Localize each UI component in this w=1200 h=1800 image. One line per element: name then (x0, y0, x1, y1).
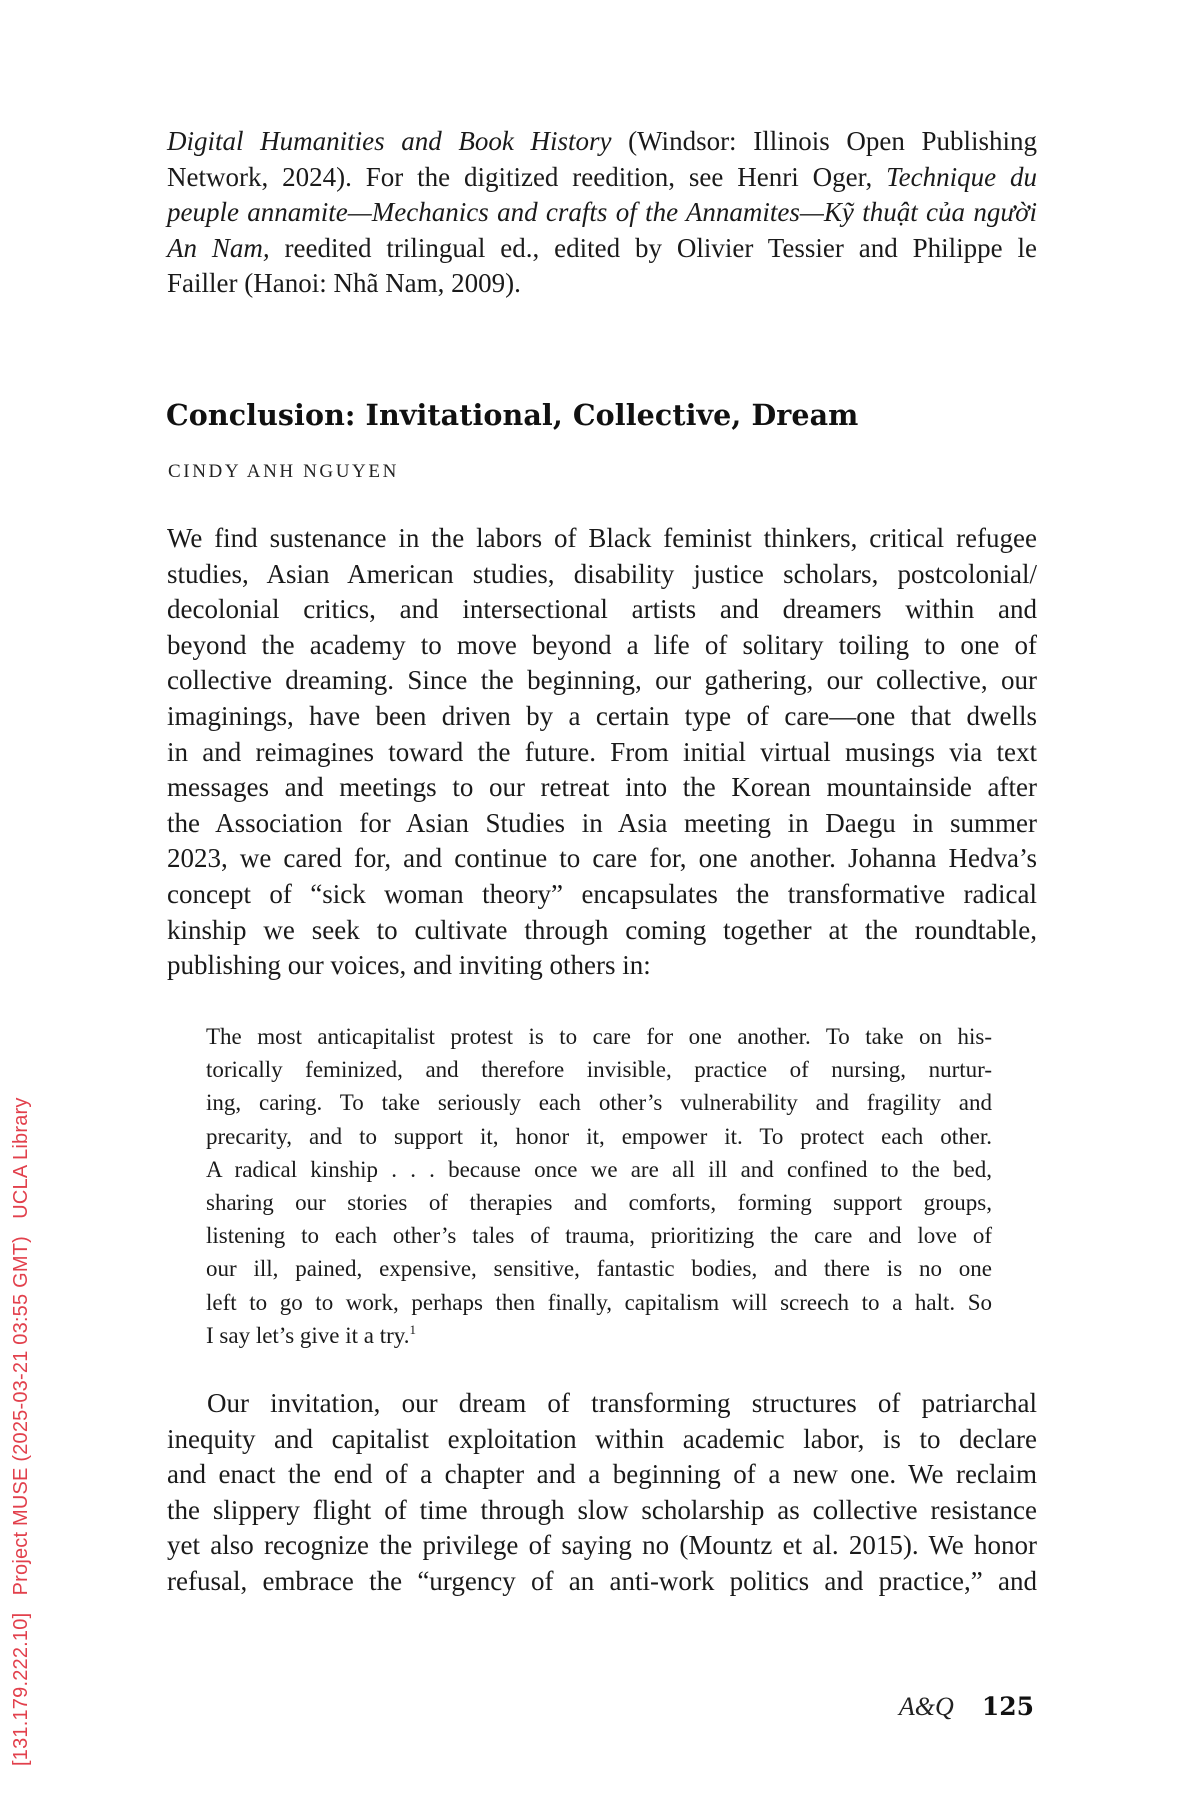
quote-line: listening to each other’s tales of trauma, prioritizing the care and love of (206, 1223, 992, 1249)
quote-line: left to go to work, perhaps then finally, capitalism will screech to a halt. So (206, 1289, 992, 1315)
paragraph-line: messages and meetings to our retreat into the Korean mountainside after (167, 772, 1037, 803)
quote-line: ing, caring. To take seriously each other’s vulnerability and fragility and (206, 1090, 992, 1116)
quote-line: The most anticapitalist protest is to care for one another. To take on his- (206, 1024, 992, 1049)
footnote-reference[interactable]: 1 (409, 1321, 417, 1337)
footnote-line (167, 195, 1037, 231)
paragraph-line: concept of “sick woman theory” encapsulates the transformative radical (167, 878, 1037, 909)
paragraph-line: We find sustenance in the labors of Black feminist thinkers, critical refugee (167, 523, 1037, 553)
quote-line: I say let’s give it a try.$^1$ (206, 1321, 417, 1348)
access-watermark: [131.179.222.10] Project MUSE (2025-03-21 03:55 GMT) UCLA Library (10, 1097, 32, 1766)
footnote-line: An Nam, reedited trilingual ed., edited by Olivier Tessier and Philippe le (167, 232, 1038, 263)
paragraph-line: 2023, we cared for, and continue to care for, one another. Johanna Hedva’s (167, 843, 1037, 874)
paragraph-line: collective dreaming. Since the beginning, our gathering, our collective, our (167, 665, 1037, 696)
journal-abbreviation: A&Q (898, 1692, 954, 1721)
section-heading: Conclusion: Invitational, Collective, Dream (166, 398, 859, 432)
quote-line: our ill, pained, expensive, sensitive, fantastic bodies, and there is no one (206, 1256, 992, 1282)
quote-line: sharing our stories of therapies and comforts, forming support groups, (206, 1189, 992, 1215)
body-paragraph (167, 1386, 1037, 1600)
footnote-line: Failler (Hanoi: Nhã Nam, 2009). (167, 268, 521, 299)
footnote-title: An Nam, (167, 232, 270, 263)
body-paragraph (167, 521, 1037, 984)
paragraph-line: refusal, embrace the “urgency of an anti-work politics and practice,” and (167, 1565, 1037, 1596)
footnote-line: Network, 2024). For the digitized reedition, see Henri Oger, Technique du (167, 161, 1037, 192)
footnote-title: peuple annamite—Mechanics and crafts of the Annamites—Kỹ thuật của người (167, 197, 1037, 228)
paragraph-line: yet also recognize the privilege of saying no (Mountz et al. 2015). We honor (167, 1530, 1037, 1561)
paragraph-line: kinship we seek to cultivate through coming together at the roundtable, (167, 914, 1037, 945)
footnote-line: Digital Humanities and Book History (Windsor: Illinois Open Publishing (167, 126, 1037, 156)
paragraph-line: beyond the academy to move beyond a life of solitary toiling to one of (167, 629, 1037, 660)
block-quote (206, 1020, 992, 1352)
paragraph-line: and enact the end of a chapter and a beginning of a new one. We reclaim (167, 1459, 1037, 1490)
paragraph-line: the Association for Asian Studies in Asia meeting in Daegu in summer (167, 807, 1037, 838)
paragraph-line: Our invitation, our dream of transforming structures of patriarchal (207, 1388, 1037, 1418)
footnote-title: Digital Humanities and Book History (167, 126, 612, 156)
paragraph-line: the slippery flight of time through slow scholarship as collective resistance (167, 1494, 1037, 1525)
quote-line: precarity, and to support it, honor it, empower it. To protect each other. (206, 1123, 992, 1149)
paragraph-line: decolonial critics, and intersectional artists and dreamers within and (167, 594, 1037, 625)
paragraph-line: publishing our voices, and inviting others in: (167, 950, 651, 981)
quote-line: A radical kinship . . . because once we are all ill and confined to the bed, (206, 1156, 992, 1182)
footnote-title: Technique du (886, 161, 1037, 192)
author-byline: CINDY ANH NGUYEN (168, 461, 399, 482)
paragraph-line: imaginings, have been driven by a certain type of care—one that dwells (167, 700, 1037, 731)
paragraph-line: inequity and capitalist exploitation within academic labor, is to declare (167, 1423, 1037, 1454)
footnote-continuation (167, 124, 1037, 302)
paragraph-line: studies, Asian American studies, disability justice scholars, postcolonial/ (167, 558, 1037, 589)
paragraph-line: in and reimagines toward the future. From initial virtual musings via text (167, 736, 1037, 767)
quote-line: torically feminized, and therefore invisible, practice of nursing, nurtur- (206, 1057, 992, 1083)
page-footer (899, 1692, 1034, 1722)
page-number: 125 (981, 1692, 1034, 1721)
